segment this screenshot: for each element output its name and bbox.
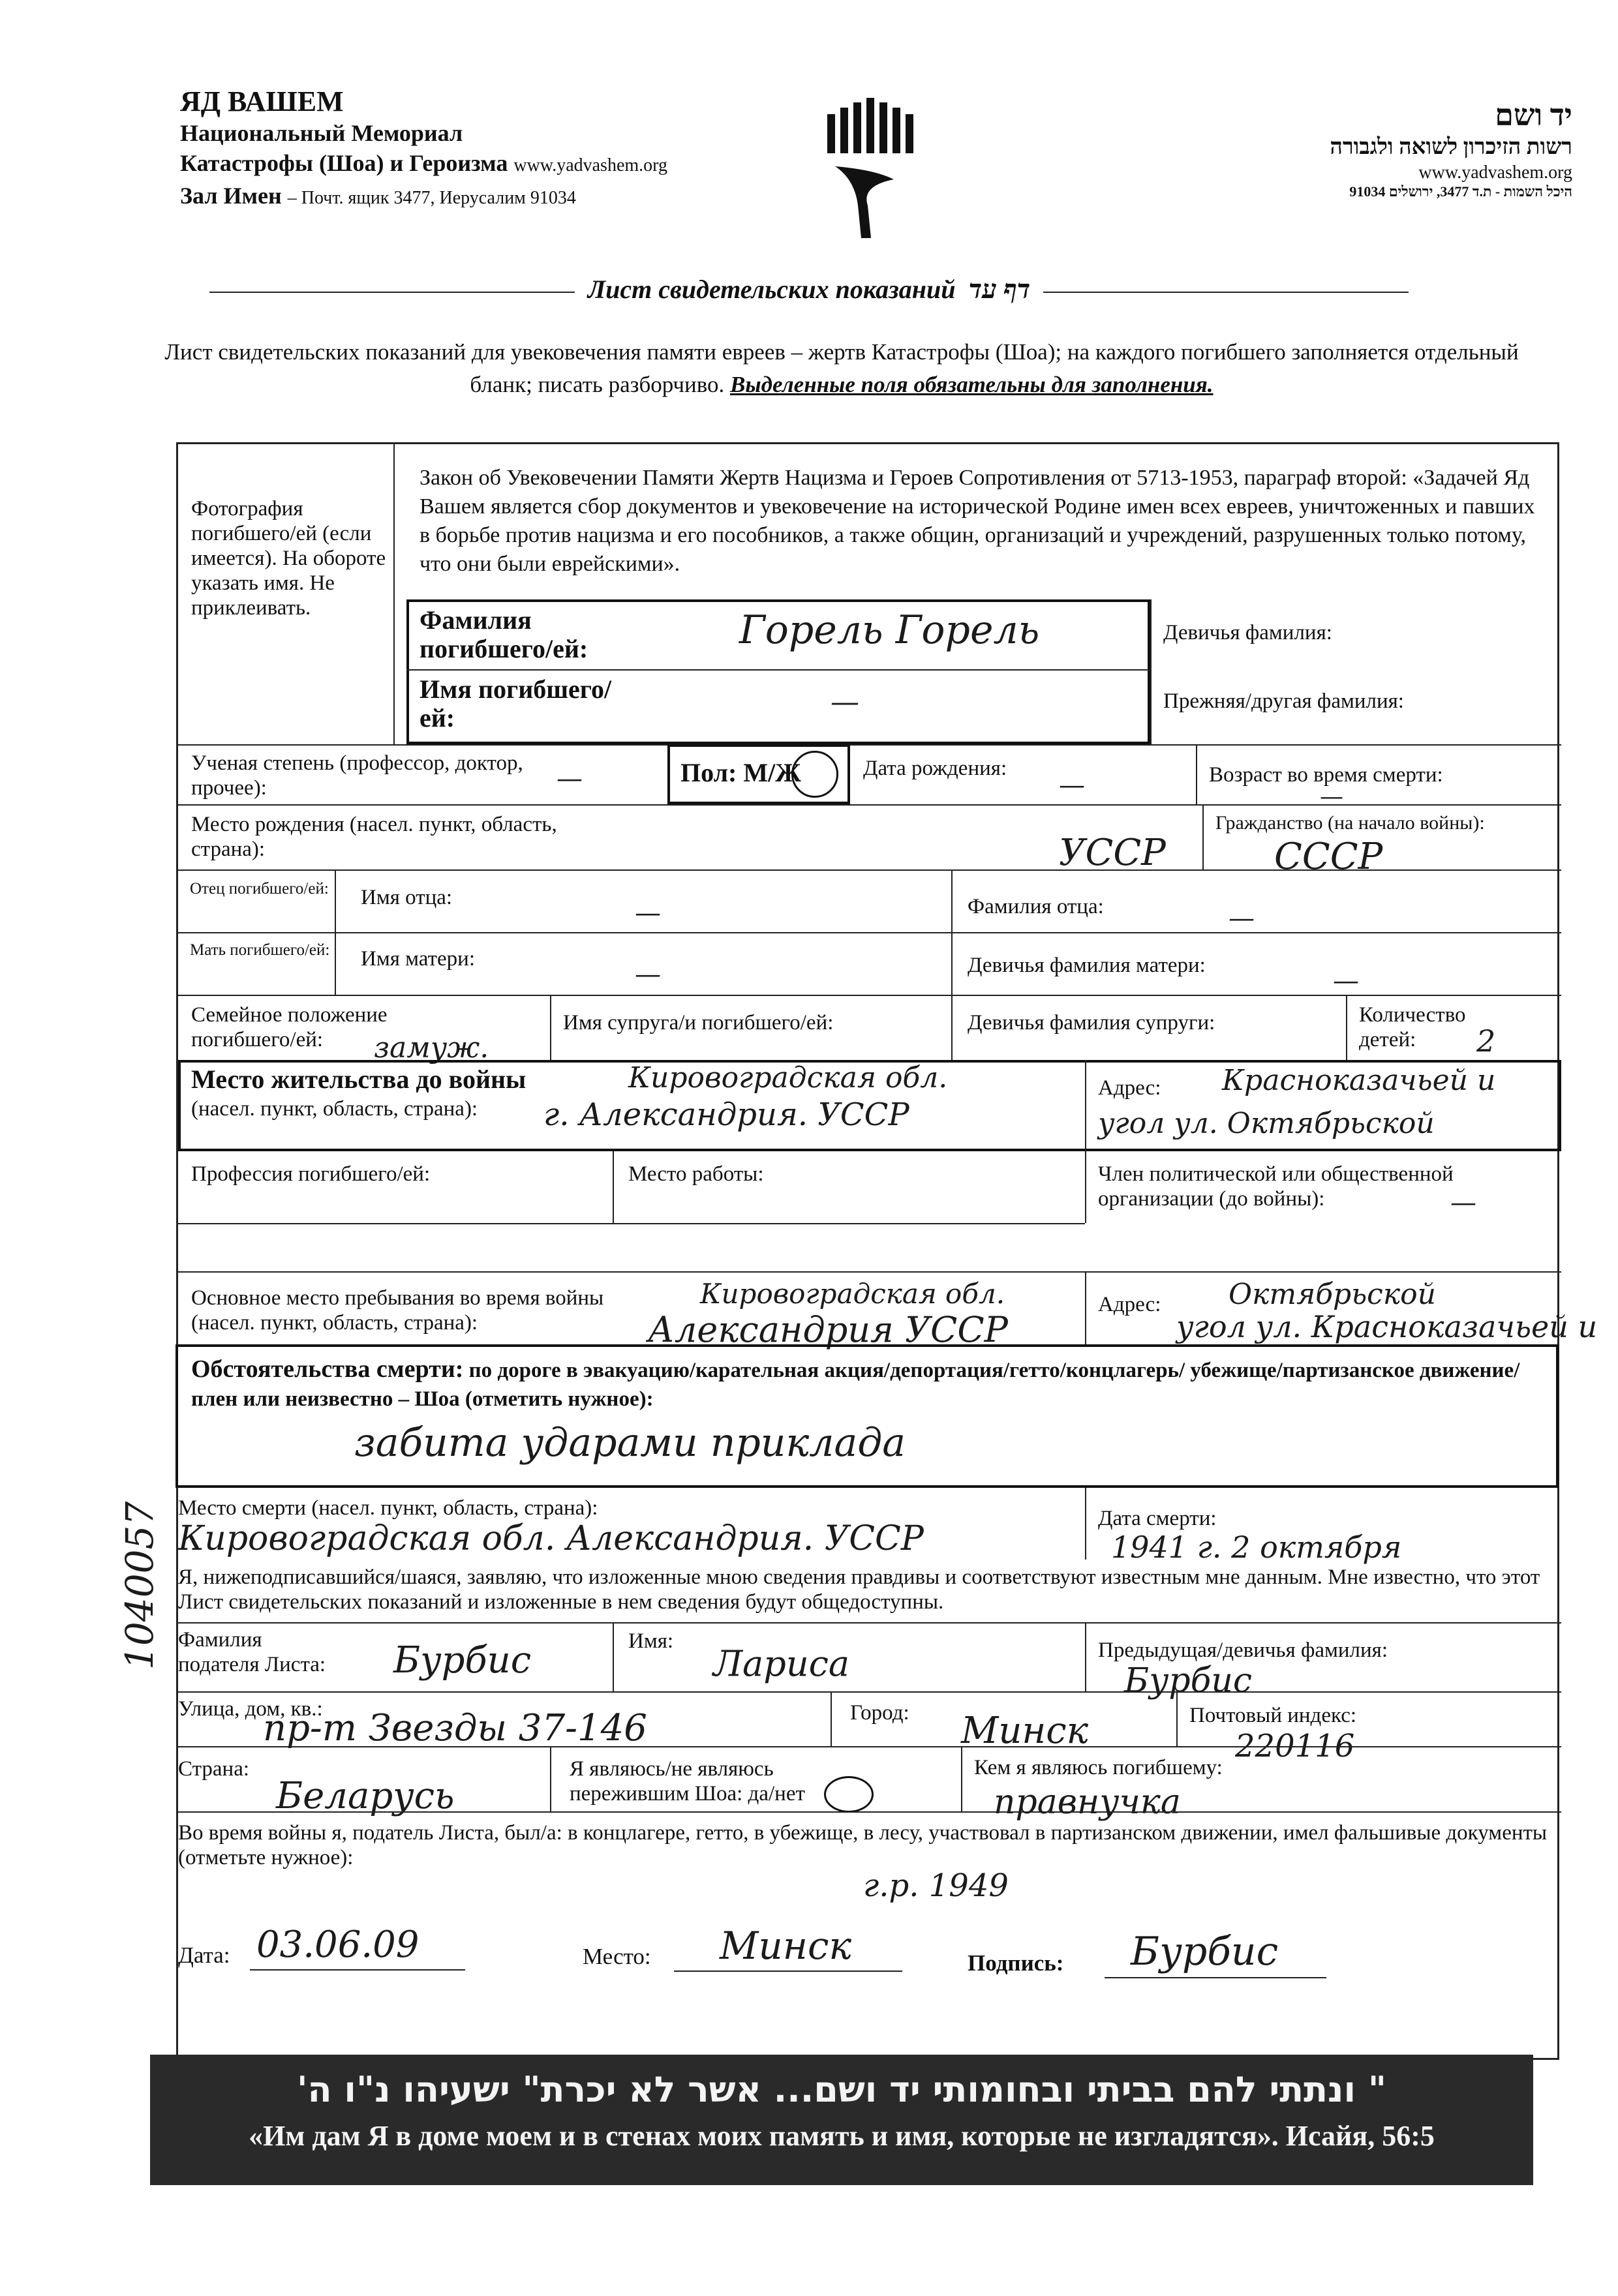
residence-label: Место жительства до войны: [191, 1065, 527, 1094]
marital-value: замуж.: [374, 1031, 489, 1065]
father-surname-label: Фамилия отца:: [968, 895, 1104, 918]
father-name-value: —: [635, 898, 661, 928]
wartime-label: Основное место пребывания во время войны (насел. пункт, область, страна):: [191, 1286, 604, 1335]
wartime-value-2: Александрия УССР: [648, 1309, 1008, 1350]
sex-label: Пол: М/Ж: [680, 758, 801, 787]
degree-label: Ученая степень (профессор, доктор, прочее):: [191, 751, 523, 800]
death-place-label: Место смерти (насел. пункт, область, страна):: [178, 1496, 598, 1520]
mother-label: Мать погибшего/ей:: [190, 941, 330, 959]
surname-label: Фамилия погибшего/ей:: [420, 605, 588, 663]
father-label: Отец погибшего/ей:: [190, 880, 329, 898]
form-title: Лист свидетельских показаний דף עד: [176, 274, 1442, 305]
surname-value: Горель Горель: [739, 607, 1040, 653]
form-frame: [176, 442, 1598, 2060]
submitter-name-label: Имя:: [628, 1629, 674, 1653]
org-name-ru: ЯД ВАШЕМ: [180, 85, 344, 117]
intro-text: Лист свидетельских показаний для увековечения памяти евреев – жертв Катастрофы (Шоа); на каждого погибшего заполняется отдельный бланк; писать разборчиво. Выделенные поля обязательны для заполнения.: [164, 339, 1519, 397]
name-label: Имя погибшего/ей:: [420, 674, 612, 733]
relation-value: правнучка: [994, 1783, 1181, 1822]
submitter-name-value: Лариса: [713, 1643, 850, 1684]
wartime-sub-label: Во время войны я, податель Листа, был/а: в концлагере, гетто, в убежище, в лесу, участвовал в партизанском движении, имел фальшивые документы (отметьте нужное):: [178, 1821, 1548, 1869]
org-address-he: היכל השמות - ת.ד 3477, ירושלים 91034: [1349, 183, 1572, 200]
member-value: —: [1450, 1188, 1476, 1218]
degree-value: —: [557, 764, 583, 794]
prev-surname-label: Прежняя/другая фамилия:: [1163, 689, 1404, 713]
menorah-logo: [822, 95, 920, 245]
org-line1-he: רשות הזיכרון לשואה ולגבורה: [1330, 135, 1572, 159]
mother-name-value: —: [635, 959, 661, 989]
photo-label: Фотография погибшего/ей (если имеется). На обороте указать имя. Не приклеивать.: [191, 497, 386, 620]
wartime-address-label: Адрес:: [1098, 1293, 1161, 1316]
birth-label: Дата рождения:: [863, 757, 1007, 780]
submitter-prev-value: Бурбис: [1124, 1661, 1253, 1700]
wartime-address-2: угол ул. Красноказачьей и: [1176, 1309, 1598, 1344]
children-label: Количество детей:: [1359, 1003, 1466, 1051]
org-name-he: יד ושם: [1495, 98, 1572, 132]
city-label: Город:: [850, 1701, 909, 1725]
father-surname-value: —: [1229, 903, 1255, 933]
residence-sub: (насел. пункт, область, страна):: [191, 1097, 478, 1121]
children-value: 2: [1476, 1023, 1496, 1059]
mother-maiden-label: Девичья фамилия матери:: [968, 954, 1206, 977]
residence-address-2: угол ул. Октябрьской: [1098, 1107, 1435, 1140]
maiden-label: Девичья фамилия:: [1163, 621, 1332, 644]
profession-label: Профессия погибшего/ей:: [191, 1162, 431, 1186]
header-right: [1076, 98, 1572, 200]
citizenship-value: СССР: [1274, 836, 1383, 878]
residence-value-2: г. Александрия. УССР: [543, 1096, 909, 1133]
mother-name-label: Имя матери:: [361, 947, 475, 971]
age-label: Возраст во время смерти:: [1209, 763, 1443, 787]
org-line3: Зал Имен – Почт. ящик 3477, Иерусалим 91034: [180, 183, 576, 209]
wartime-address-1: Октябрьской: [1229, 1278, 1436, 1311]
signature-label: Подпись:: [968, 1950, 1064, 1976]
signature-value: Бурбис: [1131, 1929, 1279, 1974]
place-label: Место:: [583, 1944, 651, 1969]
name-value: —: [831, 686, 859, 719]
mother-maiden-value: —: [1333, 966, 1359, 996]
side-archive-number: 1040057: [117, 1501, 162, 1670]
submitter-prev-label: Предыдущая/девичья фамилия:: [1098, 1639, 1388, 1662]
street-value: пр-т Звезды 37-146: [263, 1707, 647, 1749]
quote-russian: «Им дам Я в доме моем и в стенах моих память и имя, которые не изгладятся». Исайя, 56:5: [249, 2120, 1435, 2152]
death-place-value: Кировоградская обл. Александрия. УССР: [178, 1519, 924, 1558]
spouse-name-label: Имя супруга/и погибшего/ей:: [563, 1011, 834, 1035]
declaration-text: Я, нижеподписавшийся/шаяся, заявляю, что изложенные мною сведения правдивы и соответствуют известным мне данным. Мне известно, что этот Лист свидетельских показаний и изложенные в нем сведения будут общедоступны.: [178, 1565, 1540, 1614]
quote-banner: [150, 2055, 1533, 2185]
death-date-value: 1941 г. 2 октября: [1111, 1530, 1402, 1565]
place-value: Минск: [720, 1924, 852, 1968]
law-text: Закон об Увековечении Памяти Жертв Нацизма и Героев Сопротивления от 5713-1953, параграф второй: «Задачей Яд Вашем является сбор документов и увековечение на исторической Родине имен всех евреев, уничтоженных и павших в борьбе против нацизма и его пособников, а также общин, организаций и учреждений, разрушенных только потому, что они были еврейскими».: [420, 466, 1535, 576]
date-value: 03.06.09: [256, 1924, 420, 1966]
spouse-maiden-label: Девичья фамилия супруги:: [968, 1011, 1215, 1035]
sex-circle-mark: [791, 751, 838, 798]
residence-address-label: Адрес:: [1098, 1076, 1161, 1100]
marital-label: Семейное положение погибшего/ей:: [191, 1003, 388, 1051]
org-url-he: www.yadvashem.org: [1418, 162, 1572, 183]
age-value: —: [1320, 783, 1343, 810]
wartime-value-1: Кировоградская обл.: [700, 1278, 1005, 1310]
member-label: Член политической или общественной организации (до войны):: [1098, 1162, 1454, 1211]
date-label: Дата:: [178, 1942, 230, 1968]
circumstances-text: Обстоятельства смерти: по дороге в эвакуацию/карательная акция/депортация/гетто/концлагерь/ убежище/партизанское движение/плен или неизвестно – Шоа (отметить нужное):: [191, 1355, 1520, 1411]
circumstances-value: забита ударами приклада: [354, 1420, 906, 1466]
street-label: Улица, дом, кв.:: [178, 1697, 323, 1721]
survivor-circle-mark: [824, 1776, 874, 1813]
relation-label: Кем я являюсь погибшему:: [974, 1756, 1223, 1779]
zip-value: 220116: [1235, 1728, 1355, 1764]
submitter-surname-label: Фамилия подателя Листа:: [178, 1628, 326, 1676]
city-value: Минск: [961, 1710, 1089, 1752]
survivor-label: Я являюсь/не являюсь пережившим Шоа: да/нет: [570, 1757, 805, 1805]
org-line1: Национальный Мемориал: [180, 120, 463, 146]
birthplace-value: УССР: [1059, 832, 1166, 874]
birth-value: —: [1059, 770, 1085, 800]
birthplace-label: Место рождения (насел. пункт, область, страна):: [191, 813, 557, 861]
submitter-surname-value: Бурбис: [393, 1639, 532, 1682]
country-value: Беларусь: [276, 1775, 455, 1817]
org-line2: Катастрофы (Шоа) и Героизма www.yadvashem.org: [180, 150, 667, 176]
workplace-label: Место работы:: [628, 1162, 764, 1186]
death-date-label: Дата смерти:: [1098, 1507, 1217, 1530]
header-left: [180, 85, 767, 213]
citizenship-label: Гражданство (на начало войны):: [1215, 812, 1485, 834]
wartime-sub-value: г.р. 1949: [863, 1867, 1009, 1904]
quote-hebrew: " ונתתי להם בביתי ובחומותי יד ושם... אשר לא יכרת" ישעיהו נ"ו ה': [297, 2069, 1386, 2110]
zip-label: Почтовый индекс:: [1189, 1704, 1357, 1727]
father-name-label: Имя отца:: [361, 886, 453, 909]
residence-address-1: Красноказачьей и: [1222, 1064, 1496, 1097]
residence-value-1: Кировоградская обл.: [628, 1061, 948, 1095]
country-label: Страна:: [178, 1757, 250, 1781]
